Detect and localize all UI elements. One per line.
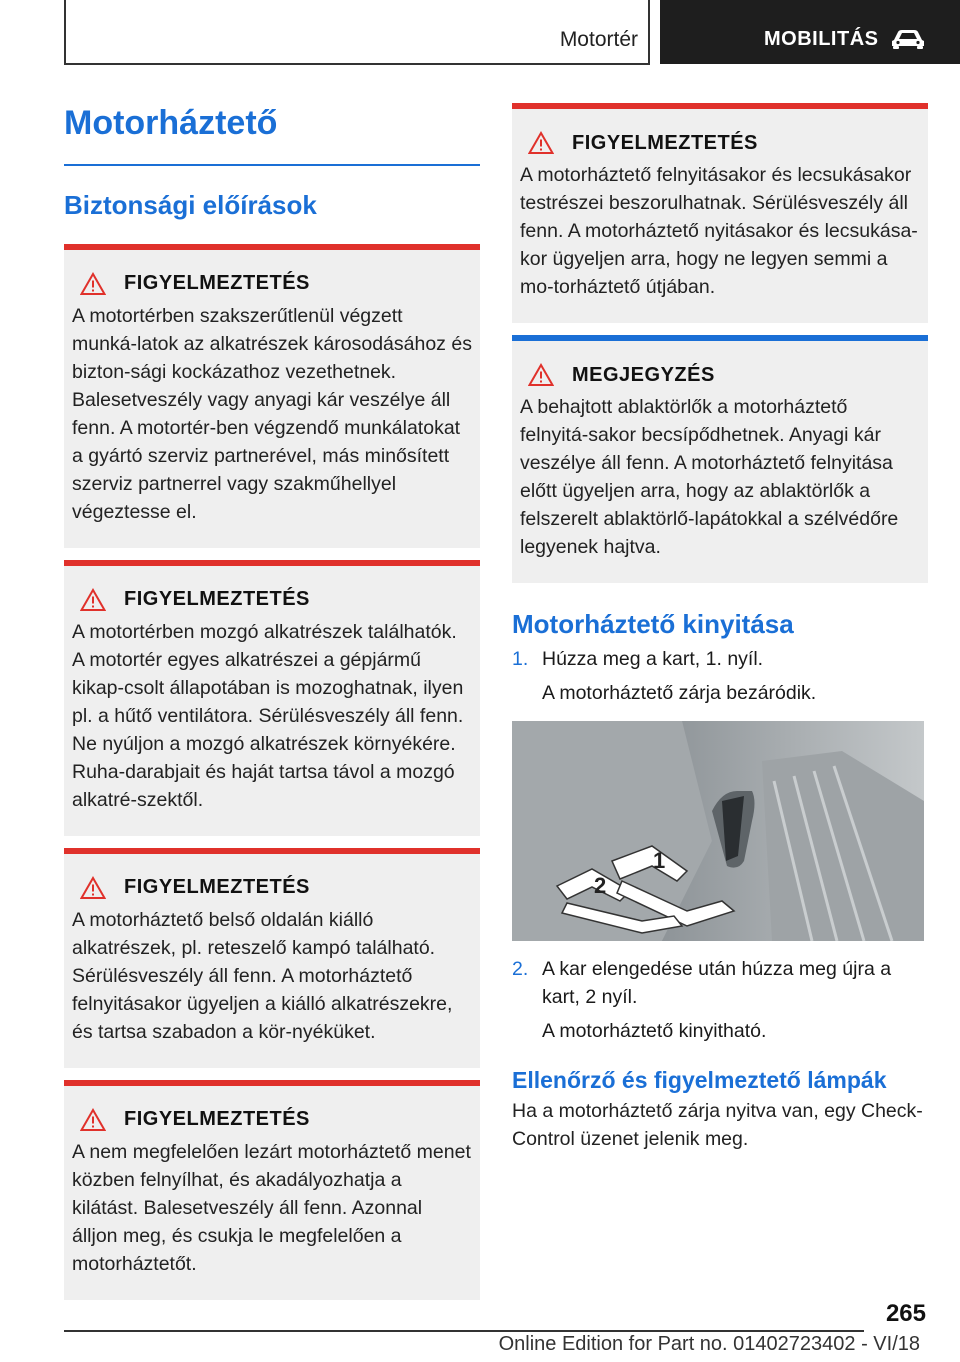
warning-label: FIGYELMEZTETÉS	[572, 131, 758, 154]
header-section: Motortér	[559, 28, 638, 51]
step-text: Húzza meg a kart, 1. nyíl.	[542, 648, 764, 670]
right-column	[512, 100, 928, 1153]
page-title: Motorháztető	[64, 104, 278, 142]
warning-triangle-icon	[528, 131, 554, 155]
warning-box-2	[64, 560, 480, 836]
left-column	[64, 100, 480, 1300]
warning-text: A motortérben szakszerűtlenül végzett munká-latok az alkatrészek károsodásához és bizton-sági kockázathoz vezethetnek. Balesetveszély vagy anyagi kár veszélye áll fenn. A motortér-ben végzendő munkálatokat a gyártó szerviz partnerével, más minősített szerviz partnerrel vagy szakműhellyel végeztesse el.	[72, 304, 472, 523]
section-title-lamps: Ellenőrző és figyelmeztető lámpák	[512, 1067, 887, 1093]
arrow-label-1: 1	[653, 848, 666, 873]
warning-triangle-icon	[80, 876, 106, 900]
arrow-label-2: 2	[594, 873, 607, 898]
warning-box-3	[64, 848, 480, 1068]
warning-triangle-icon	[80, 1108, 106, 1132]
warning-label: FIGYELMEZTETÉS	[124, 876, 310, 898]
warning-triangle-icon	[80, 272, 106, 296]
note-label: MEGJEGYZÉS	[572, 363, 715, 386]
warning-triangle-icon	[80, 588, 106, 612]
warning-label: FIGYELMEZTETÉS	[124, 272, 310, 294]
lamps-paragraph: Ha a motorháztető zárja nyitva van, egy Check-Control üzenet jelenik meg.	[512, 1100, 923, 1150]
step-result: A motorháztető kinyitható.	[542, 1020, 767, 1042]
warning-box-5	[512, 103, 928, 323]
warning-text: A motortérben mozgó alkatrészek találhatók. A motortér egyes alkatrészei a gépjármű kikap-csolt állapotában is mozoghatnak, ilyen pl. a hűtő ventilátora. Sérülésveszély áll fenn. Ne nyúljon a mozgó alkatrészek környékére. Ruha-darabjait és haját tartsa távol a mozgó alkatré-szektől.	[72, 620, 464, 811]
header-mid-rule	[648, 0, 650, 64]
step-2	[512, 955, 928, 1011]
step-1	[512, 645, 928, 673]
warning-text: A motorháztető felnyitásakor és lecsukásakor testrészei beszorulhatnak. Sérülésveszély áll fenn. A motorháztető nyitásakor és lecsukása-kor ügyeljen arra, hogy ne legyen semmi a mo-torháztető útjában.	[520, 164, 918, 298]
footer-rule	[64, 1330, 864, 1332]
step-text: A kar elengedése után húzza meg újra a kart, 2 nyíl.	[542, 958, 892, 1008]
section-title-safety: Biztonsági előírások	[64, 189, 317, 220]
header-bottom-rule	[64, 63, 650, 65]
section-title-open: Motorháztető kinyitása	[512, 609, 794, 639]
step-number: 1.	[512, 648, 529, 670]
warning-label: FIGYELMEZTETÉS	[124, 588, 310, 610]
header-left-rule	[64, 0, 66, 64]
warning-box-4	[64, 1080, 480, 1300]
warning-text: A nem megfelelően lezárt motorháztető menet közben felnyílhat, és akadályozhatja a kilátást. Balesetveszély áll fenn. Azonnal álljon meg, és csukja le megfelelően a motorháztetőt.	[72, 1140, 471, 1275]
step-number: 2.	[512, 958, 529, 980]
warning-box-1	[64, 244, 480, 548]
warning-triangle-icon	[528, 363, 554, 387]
warning-label: FIGYELMEZTETÉS	[124, 1108, 310, 1130]
note-box	[512, 335, 928, 583]
car-icon	[890, 27, 926, 49]
header-chapter-label: MOBILITÁS	[764, 28, 879, 50]
header-chapter-tab[interactable]	[660, 0, 960, 64]
title-rule	[64, 164, 480, 166]
note-text: A behajtott ablaktörlők a motorháztető felnyitá-sakor becsípődhetnek. Anyagi kár veszélye áll fenn. A motorháztető felnyitása előtt ügyeljen arra, hogy az ablaktörlők a felszerelt ablaktörlő-lapátokkal a szélvédőre legyenek hajtva.	[520, 396, 899, 558]
page-number: 265	[885, 1300, 926, 1327]
step-result: A motorháztető zárja bezáródik.	[542, 682, 817, 704]
warning-text: A motorháztető belső oldalán kiálló alkatrészek, pl. reteszelő kampó található. Sérülésveszély áll fenn. A motorháztető felnyitásakor ügyeljen a kiálló alkatrészekre, és tartsa szabadon a kör-nyéküket.	[72, 908, 453, 1043]
hood-release-illustration	[512, 721, 924, 941]
hood-release-photo	[512, 721, 924, 941]
footer-edition: Online Edition for Part no. 01402723402 - VI/18	[498, 1333, 920, 1355]
